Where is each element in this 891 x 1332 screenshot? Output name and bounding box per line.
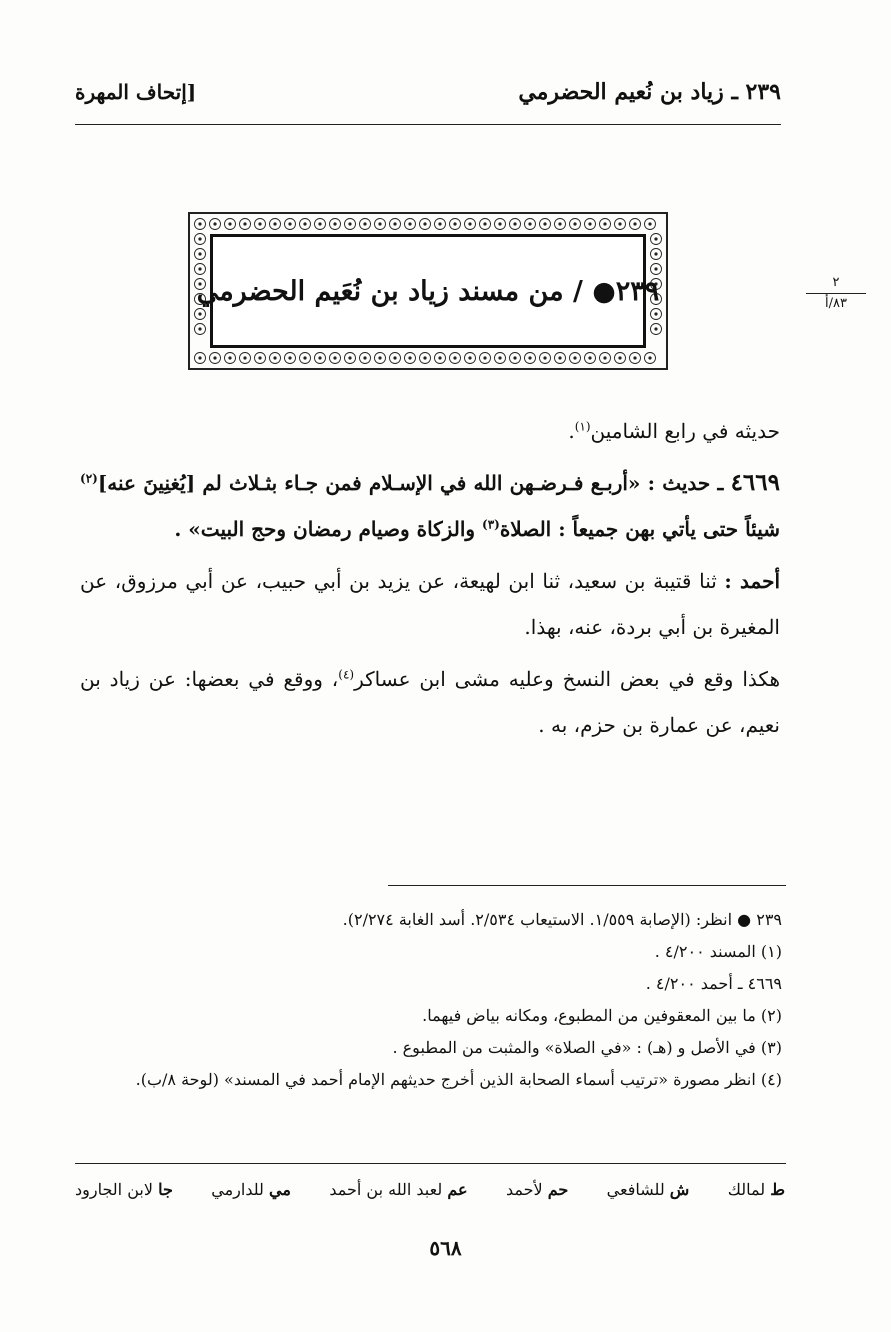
ornament-motif <box>195 353 206 364</box>
note-text-part-1: هكذا وقع في بعض النسخ وعليه مشى ابن عساكر <box>354 667 780 691</box>
page-number: ٥٦٨ <box>429 1236 462 1260</box>
ornament-motif <box>495 219 506 230</box>
hadith-paragraph <box>80 460 780 552</box>
ornament-motif <box>195 234 206 245</box>
section-heading-box <box>196 234 660 348</box>
ornament-motif <box>510 353 521 364</box>
margin-ref-folio: ٨٣/أ <box>825 296 847 311</box>
footnote: (١) المسند ٤/٢٠٠ . <box>654 942 782 961</box>
footnote-ref-2: (٢) <box>80 471 98 486</box>
abbreviation-item: جا لابن الجارود <box>75 1180 173 1199</box>
ornament-motif <box>315 353 326 364</box>
ornament-motif <box>651 249 662 260</box>
footnote: (٤) انظر مصورة «ترتيب أسماء الصحابة الذين أخرج حديثهم الإمام أحمد في المسند» (لوحة ٨/ب). <box>135 1070 782 1089</box>
ornament-motif <box>525 353 536 364</box>
hadith-text-part-1: «أربـع فـرضـهن الله في الإسـلام فمن جـاء بثـلاث لم [يُغنِينَ عنه] <box>97 471 641 495</box>
ornament-motif <box>210 219 221 230</box>
margin-reference <box>806 275 866 311</box>
ornament-motif <box>480 353 491 364</box>
ornament-motif <box>195 264 206 275</box>
ornament-motif <box>195 249 206 260</box>
ornament-motif <box>465 219 476 230</box>
ornament-motif <box>651 324 662 335</box>
ornament-motif <box>645 219 656 230</box>
intro-text: حديثه في رابع الشامين <box>590 419 780 443</box>
note-text-part-2: ، ووقع في بعضها: عن زياد بن نعيم، عن عمارة بن حزم، به . <box>80 667 780 737</box>
ornament-motif <box>615 353 626 364</box>
ornament-motif <box>225 353 236 364</box>
margin-ref-divider <box>806 293 866 294</box>
abbreviation-item: حم لأحمد <box>505 1180 569 1199</box>
hadith-number: ٤٦٦٩ <box>730 469 780 496</box>
ornament-motif <box>540 353 551 364</box>
isnad-text: ثنا قتيبة بن سعيد، ثنا ابن لهيعة، عن يزيد بن أبي حبيب، عن أبي مرزوق، عن المغيرة بن أبي بردة، عنه، بهذا. <box>80 569 780 639</box>
isnad-paragraph <box>80 558 780 650</box>
ornament-motif <box>435 353 446 364</box>
ornament-motif <box>420 219 431 230</box>
intro-paragraph <box>80 408 780 454</box>
ornament-motif <box>225 219 236 230</box>
ornament-motif <box>345 353 356 364</box>
ornament-motif <box>210 353 221 364</box>
hadith-text-part-3: والزكاة وصيام رمضان وحج البيت» . <box>174 517 476 541</box>
ornament-motif <box>195 309 206 320</box>
ornament-motif <box>570 219 581 230</box>
ornament-motif <box>420 353 431 364</box>
ornament-motif <box>630 353 641 364</box>
isnad-label: أحمد : <box>724 569 781 593</box>
ornament-motif <box>495 353 506 364</box>
ornament-motif <box>375 219 386 230</box>
footnotes <box>80 904 782 1096</box>
ornament-motif <box>195 324 206 335</box>
note-paragraph <box>80 656 780 748</box>
intro-end: . <box>568 419 575 443</box>
footnote-ref-4: (٤) <box>338 667 355 682</box>
ornament-motif <box>555 353 566 364</box>
hadith-label: ـ حديث : <box>647 471 724 495</box>
ornament-motif <box>651 234 662 245</box>
footnote: ٢٣٩ ● انظر: (الإصابة ١/٥٥٩. الاستيعاب ٢/٥٣٤. أسد الغابة ٢/٢٧٤). <box>342 910 782 929</box>
ornament-motif <box>255 219 266 230</box>
ornament-motif <box>630 219 641 230</box>
abbreviation-item: ط لمالك <box>727 1180 785 1199</box>
ornament-motif <box>270 219 281 230</box>
ornament-motif <box>540 219 551 230</box>
section-heading: ٢٣٩● / من مسند زياد بن نُعَيم الحضرمي <box>196 275 660 307</box>
ornament-motif <box>360 219 371 230</box>
ornament-motif <box>285 219 296 230</box>
ornament-motif <box>615 219 626 230</box>
ornament-motif <box>600 353 611 364</box>
ornament-motif <box>315 219 326 230</box>
body-text <box>80 408 780 754</box>
ornament-motif <box>450 219 461 230</box>
ornament-motif <box>645 353 656 364</box>
footnote: ٤٦٦٩ ـ أحمد ٤/٢٠٠ . <box>645 974 782 993</box>
footnote-rule <box>388 885 786 886</box>
ornament-motif <box>300 219 311 230</box>
ornament-motif <box>600 219 611 230</box>
ornament-motif <box>435 219 446 230</box>
ornament-motif <box>585 219 596 230</box>
ornament-motif <box>450 353 461 364</box>
ornament-motif <box>651 309 662 320</box>
ornament-motif <box>360 353 371 364</box>
ornament-motif <box>240 353 251 364</box>
header-rule <box>75 124 781 125</box>
ornament-motif <box>195 219 206 230</box>
ornament-motif <box>465 353 476 364</box>
ornament-motif <box>525 219 536 230</box>
ornament-motif <box>375 353 386 364</box>
footnote: (٣) في الأصل و (هـ) : «في الصلاة» والمثبت من المطبوع . <box>392 1038 782 1057</box>
section-title: ٢٣٩ ـ زياد بن نُعيم الحضرمي <box>518 79 781 105</box>
ornament-motif <box>555 219 566 230</box>
abbreviation-item: عم لعبد الله بن أحمد <box>329 1180 468 1199</box>
ornament-motif <box>345 219 356 230</box>
ornament-motif <box>480 219 491 230</box>
ornament-motif <box>585 353 596 364</box>
ornament-motif <box>570 353 581 364</box>
abbreviation-item: ش للشافعي <box>606 1180 690 1199</box>
ornament-motif <box>285 353 296 364</box>
abbreviation-item: مي للدارمي <box>211 1180 291 1199</box>
ornament-motif <box>510 219 521 230</box>
ornament-motif <box>390 353 401 364</box>
ornament-motif <box>240 219 251 230</box>
ornament-motif <box>270 353 281 364</box>
abbreviations-rule <box>75 1163 786 1164</box>
ornament-motif <box>405 219 416 230</box>
footnote-ref-3: (٣) <box>482 517 500 532</box>
ornament-motif <box>255 353 266 364</box>
running-head <box>75 72 781 112</box>
ornament-motif <box>330 219 341 230</box>
abbreviations-key <box>75 1180 785 1199</box>
ornament-motif <box>330 353 341 364</box>
footnote: (٢) ما بين المعقوفين من المطبوع، ومكانه بياض فيهما. <box>422 1006 782 1025</box>
footnote-ref-1: (١) <box>574 419 591 434</box>
ornament-motif <box>405 353 416 364</box>
book-title: [إتحاف المهرة <box>75 80 197 104</box>
ornament-motif <box>651 264 662 275</box>
margin-ref-volume: ٢ <box>832 275 840 290</box>
hadith-text-part-2: شيئاً حتى يأتي بهن جميعاً : الصلاة <box>499 517 780 541</box>
ornament-motif <box>390 219 401 230</box>
ornament-motif <box>300 353 311 364</box>
